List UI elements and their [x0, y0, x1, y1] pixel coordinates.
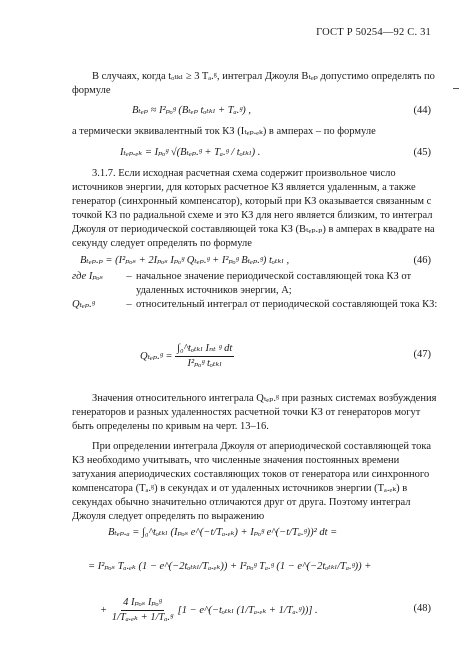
equation-48-line2: = I²ₚₒₛ Tₐ.ₑₖ (1 − e^(−2tₒₜₖₗ/Tₐ.ₑₖ)) + I²ₚₒᵍ Tₐ.ᵍ (1 − e^(−2tₒₜₖₗ/Tₐ.ᵍ)) + [88, 561, 372, 572]
equation-48-fraction [110, 596, 175, 625]
equation-45: Iₜₑₚ.ₑₖ = Iₚₒᵍ √(Bₜₑₚ.ᵍ + Tₐ.ᵍ / tₒₜₖₗ) . [120, 147, 261, 158]
running-header: ГОСТ Р 50254—92 С. 31 [316, 27, 431, 38]
equation-48-tail: [1 − e^(−tₒₜₖₗ (1/Tₐ.ₑₖ + 1/Tₐ.ᵍ))] . [177, 604, 318, 616]
paragraph-p3: 3.1.7. Если исходная расчетная схема содержит произвольное число источников энергии, для которых расчетное КЗ является удаленным, а также генератор (синхронный компенсатор), который при КЗ оказывается связанным с точкой КЗ по радиальной схеме и это КЗ для него является близким, то интеграл Джоуля от периодической составляющей тока КЗ (Bₜₑₚ.ₚ) в амперах в квадрате на секунду следует определять по формуле [72, 168, 435, 249]
equation-number-48: (48) [413, 603, 431, 614]
equation-48-line1: Bₜₑₚ.ₐ = ∫₀^tₒₜₖₗ (Iₚₒₛ e^(−t/Tₐ.ₑₖ) + Iₚₒᵍ e^(−t/Tₐ.ᵍ))² dt = [108, 527, 338, 538]
equation-number-46: (46) [413, 255, 431, 266]
paragraph-p1: В случаях, когда tₒₜₖₗ ≥ 3 Tₐ.ᵍ, интеграл Джоуля Bₜₑₚ допустимо определять по формуле [72, 71, 435, 96]
definition-dash: – [126, 271, 132, 282]
equation-47-numerator: ∫₀^tₒₜₖₗ Iₙₜ ᵍ dt [175, 342, 234, 357]
definition-row [72, 270, 442, 298]
equation-48-numerator: 4 Iₚₒₛ Iₚₒᵍ [121, 596, 163, 611]
equation-47-fraction [175, 342, 234, 371]
equation-47 [140, 342, 234, 371]
margin-mark [453, 88, 459, 89]
equation-number-45: (45) [413, 147, 431, 158]
definition-dash: – [126, 299, 132, 310]
equation-48-line3: + $\frac{\text{4 Iₚₒₛ Iₚₒᵍ}}{\text{1/Tₐ.ₑₖ + 1/Tₐ.ᵍ}}$ [1 − e^(−tₒₜₖₗ (1/Tₐ.ₑₖ + 1/Tₐ.ᵍ))] . [100, 597, 318, 623]
definitions-list [72, 270, 442, 312]
definition-row [72, 298, 442, 312]
definition-term: где Iₚₒₛ [72, 271, 104, 282]
equation-46: Bₜₑₚ.ₚ = (I²ₚₒₛ + 2Iₚₒₛ Iₚₒᵍ Qₜₑₚ.ᵍ + I²ₚₒᵍ Bₜₑₚ.ᵍ) tₒₜₖₗ , [80, 255, 290, 266]
definition-body: начальное значение периодической составляющей тока КЗ от удаленных источников энергии, А; [136, 271, 412, 296]
equation-47-denominator: I²ₚₒᵍ tₒₜₖₗ [187, 358, 222, 369]
paragraph-p2: а термически эквивалентный ток КЗ (Iₜₑₚ.ₑₖ) в амперах – по формуле [72, 126, 376, 137]
equation-48-denominator: 1/Tₐ.ₑₖ + 1/Tₐ.ᵍ [111, 612, 174, 623]
equation-47-lhs: Qₜₑₚ.ᵍ = [140, 350, 173, 362]
equation-44: Bₜₑₚ ≈ I²ₚₒᵍ (Bₜₑₚ tₒₜₖₗ + Tₐ.ᵍ) , [132, 105, 252, 116]
equation-number-44: (44) [413, 105, 431, 116]
paragraph-p4: Значения относительного интеграла Qₜₑₚ.ᵍ при разных системах возбуждения генераторов и разных удаленностях расчетной точки КЗ от генераторов могут быть определены по кривым на черт. 13–16. [72, 393, 437, 432]
equation-number-47: (47) [413, 349, 431, 360]
definition-body: относительный интеграл от периодической составляющей тока КЗ: [136, 299, 438, 310]
paragraph-p5: При определении интеграла Джоуля от апериодической составляющей тока КЗ необходимо учитывать, что численные значения постоянных времени затухания апериодических составляющих токов от генератора или синхронного компенсатора (Tₐ.ᵍ) в секундах и от удаленных источников энергии (Tₐ.ₑₖ) в секундах обычно значительно отличаются друг от друга. Поэтому интеграл Джоуля следует определять по выражению [72, 441, 431, 522]
definition-term: Qₜₑₚ.ᵍ [72, 299, 95, 310]
